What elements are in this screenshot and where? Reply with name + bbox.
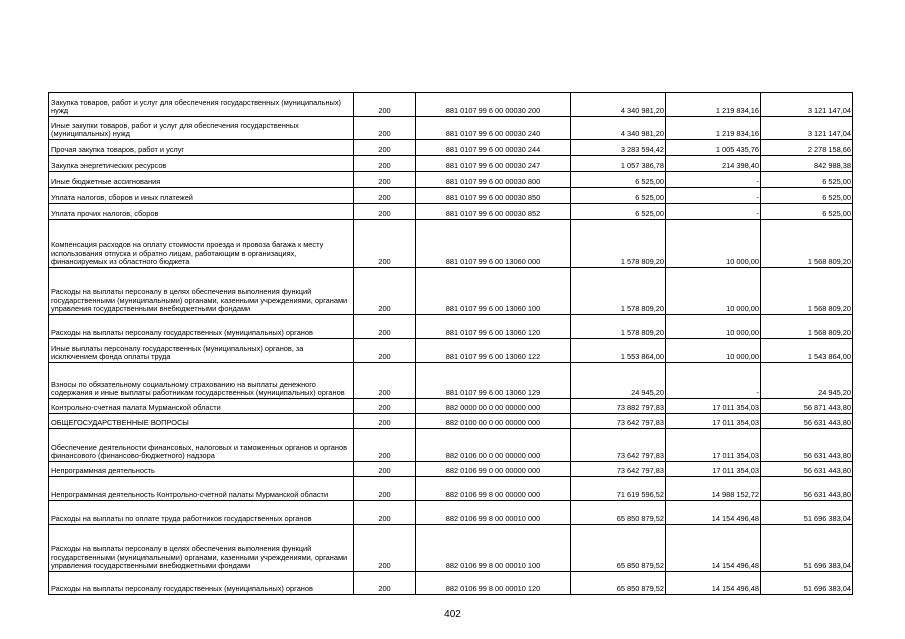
row-code-cell: 200 [354, 525, 416, 572]
row-classification-cell: 881 0107 99 6 00 00030 852 [416, 204, 571, 220]
row-name-cell: Уплата прочих налогов, сборов [49, 204, 354, 220]
row-name-cell: Прочая закупка товаров, работ и услуг [49, 140, 354, 156]
row-name-cell: Закупка энергетических ресурсов [49, 156, 354, 172]
row-remainder-amount-cell: 2 278 158,66 [761, 140, 853, 156]
row-executed-amount-cell: 14 154 496,48 [666, 525, 761, 572]
row-classification-cell: 882 0106 99 8 00 00010 000 [416, 501, 571, 525]
row-remainder-amount-cell: 842 988,38 [761, 156, 853, 172]
row-approved-amount-cell: 6 525,00 [571, 188, 666, 204]
row-remainder-amount-cell: 6 525,00 [761, 188, 853, 204]
row-code-cell: 200 [354, 429, 416, 462]
table-row [49, 572, 853, 595]
row-executed-amount-cell: 17 011 354,03 [666, 399, 761, 414]
row-approved-amount-cell: 6 525,00 [571, 204, 666, 220]
row-approved-amount-cell: 3 283 594,42 [571, 140, 666, 156]
row-executed-amount-cell: 214 398,40 [666, 156, 761, 172]
table-row [49, 414, 853, 429]
table-row [49, 156, 853, 172]
row-name-cell: Иные закупки товаров, работ и услуг для обеспечения государственных (муниципальных) нужд [49, 117, 354, 140]
row-executed-amount-cell: - [666, 172, 761, 188]
row-code-cell: 200 [354, 93, 416, 117]
page-number: 402 [444, 609, 461, 620]
row-code-cell: 200 [354, 363, 416, 399]
row-name-cell: Обеспечение деятельности финансовых, налоговых и таможенных органов и органов финансового (финансово-бюджетного) надзора [49, 429, 354, 462]
table-body [49, 93, 853, 595]
table-row [49, 363, 853, 399]
row-executed-amount-cell: 17 011 354,03 [666, 414, 761, 429]
row-remainder-amount-cell: 56 871 443,80 [761, 399, 853, 414]
row-approved-amount-cell: 65 850 879,52 [571, 525, 666, 572]
row-classification-cell: 881 0107 99 6 00 00030 200 [416, 93, 571, 117]
row-remainder-amount-cell: 1 568 809,20 [761, 220, 853, 268]
row-classification-cell: 881 0107 99 6 00 13060 100 [416, 268, 571, 315]
row-name-cell: Расходы на выплаты по оплате труда работников государственных органов [49, 501, 354, 525]
row-classification-cell: 881 0107 99 6 00 00030 850 [416, 188, 571, 204]
row-approved-amount-cell: 1 578 809,20 [571, 220, 666, 268]
table-row [49, 429, 853, 462]
row-classification-cell: 881 0107 99 6 00 00030 244 [416, 140, 571, 156]
row-name-cell: Расходы на выплаты персоналу государственных (муниципальных) органов [49, 315, 354, 339]
row-code-cell: 200 [354, 140, 416, 156]
row-approved-amount-cell: 1 578 809,20 [571, 315, 666, 339]
budget-execution-table [48, 92, 853, 595]
row-code-cell: 200 [354, 462, 416, 477]
row-code-cell: 200 [354, 268, 416, 315]
row-remainder-amount-cell: 56 631 443,80 [761, 429, 853, 462]
row-name-cell: Иные выплаты персоналу государственных (муниципальных) органов, за исключением фонда оплаты труда [49, 339, 354, 363]
row-executed-amount-cell: 10 000,00 [666, 268, 761, 315]
row-approved-amount-cell: 6 525,00 [571, 172, 666, 188]
row-approved-amount-cell: 4 340 981,20 [571, 117, 666, 140]
row-remainder-amount-cell: 1 568 809,20 [761, 315, 853, 339]
row-remainder-amount-cell: 1 568 809,20 [761, 268, 853, 315]
row-remainder-amount-cell: 56 631 443,80 [761, 477, 853, 501]
row-approved-amount-cell: 71 619 596,52 [571, 477, 666, 501]
table-row [49, 204, 853, 220]
row-executed-amount-cell: 14 988 152,72 [666, 477, 761, 501]
table-row [49, 501, 853, 525]
row-executed-amount-cell: 10 000,00 [666, 220, 761, 268]
row-classification-cell: 881 0107 99 6 00 00030 800 [416, 172, 571, 188]
row-classification-cell: 881 0107 99 6 00 13060 120 [416, 315, 571, 339]
row-code-cell: 200 [354, 188, 416, 204]
table-row [49, 462, 853, 477]
row-approved-amount-cell: 4 340 981,20 [571, 93, 666, 117]
row-classification-cell: 882 0106 00 0 00 00000 000 [416, 429, 571, 462]
row-classification-cell: 881 0107 99 6 00 00030 247 [416, 156, 571, 172]
row-remainder-amount-cell: 24 945,20 [761, 363, 853, 399]
row-name-cell: Уплата налогов, сборов и иных платежей [49, 188, 354, 204]
row-approved-amount-cell: 73 882 797,83 [571, 399, 666, 414]
table-row [49, 140, 853, 156]
row-remainder-amount-cell: 56 631 443,80 [761, 414, 853, 429]
row-code-cell: 200 [354, 204, 416, 220]
row-remainder-amount-cell: 3 121 147,04 [761, 117, 853, 140]
row-remainder-amount-cell: 51 696 383,04 [761, 525, 853, 572]
row-name-cell: Расходы на выплаты персоналу государственных (муниципальных) органов [49, 572, 354, 595]
row-classification-cell: 881 0107 99 6 00 00030 240 [416, 117, 571, 140]
row-remainder-amount-cell: 3 121 147,04 [761, 93, 853, 117]
row-name-cell: Расходы на выплаты персоналу в целях обеспечения выполнения функций государственными (муниципальными) органами, казенными учреждениями, органами управления государственными внебюджетными фондами [49, 268, 354, 315]
row-code-cell: 200 [354, 414, 416, 429]
row-code-cell: 200 [354, 172, 416, 188]
row-remainder-amount-cell: 56 631 443,80 [761, 462, 853, 477]
table-row [49, 93, 853, 117]
row-executed-amount-cell: - [666, 363, 761, 399]
row-code-cell: 200 [354, 399, 416, 414]
row-name-cell: Расходы на выплаты персоналу в целях обеспечения выполнения функций государственными (муниципальными) органами, казенными учреждениями, органами управления государственными внебюджетными фондами [49, 525, 354, 572]
row-code-cell: 200 [354, 339, 416, 363]
row-code-cell: 200 [354, 501, 416, 525]
table-row [49, 117, 853, 140]
row-code-cell: 200 [354, 156, 416, 172]
row-classification-cell: 882 0106 99 8 00 00000 000 [416, 477, 571, 501]
row-approved-amount-cell: 24 945,20 [571, 363, 666, 399]
row-classification-cell: 882 0106 99 0 00 00000 000 [416, 462, 571, 477]
row-code-cell: 200 [354, 117, 416, 140]
row-approved-amount-cell: 1 057 386,78 [571, 156, 666, 172]
row-executed-amount-cell: 17 011 354,03 [666, 429, 761, 462]
table-row [49, 220, 853, 268]
row-approved-amount-cell: 73 642 797,83 [571, 462, 666, 477]
row-classification-cell: 882 0106 99 8 00 00010 100 [416, 525, 571, 572]
row-classification-cell: 881 0107 99 6 00 13060 122 [416, 339, 571, 363]
row-executed-amount-cell: 1 005 435,76 [666, 140, 761, 156]
row-code-cell: 200 [354, 477, 416, 501]
row-remainder-amount-cell: 51 696 383,04 [761, 572, 853, 595]
row-executed-amount-cell: 14 154 496,48 [666, 572, 761, 595]
row-code-cell: 200 [354, 315, 416, 339]
row-classification-cell: 882 0100 00 0 00 00000 000 [416, 414, 571, 429]
row-code-cell: 200 [354, 220, 416, 268]
row-executed-amount-cell: 10 000,00 [666, 339, 761, 363]
row-approved-amount-cell: 65 850 879,52 [571, 572, 666, 595]
row-approved-amount-cell: 1 578 809,20 [571, 268, 666, 315]
table-row [49, 188, 853, 204]
table-row [49, 525, 853, 572]
row-executed-amount-cell: 10 000,00 [666, 315, 761, 339]
row-name-cell: Закупка товаров, работ и услуг для обеспечения государственных (муниципальных) нужд [49, 93, 354, 117]
row-classification-cell: 881 0107 99 6 00 13060 129 [416, 363, 571, 399]
row-name-cell: ОБЩЕГОСУДАРСТВЕННЫЕ ВОПРОСЫ [49, 414, 354, 429]
row-classification-cell: 881 0107 99 6 00 13060 000 [416, 220, 571, 268]
table-row [49, 315, 853, 339]
row-executed-amount-cell: 1 219 834,16 [666, 117, 761, 140]
row-executed-amount-cell: - [666, 188, 761, 204]
row-approved-amount-cell: 1 553 864,00 [571, 339, 666, 363]
row-executed-amount-cell: 17 011 354,03 [666, 462, 761, 477]
table-row [49, 339, 853, 363]
row-approved-amount-cell: 73 642 797,83 [571, 429, 666, 462]
row-classification-cell: 882 0106 99 8 00 00010 120 [416, 572, 571, 595]
row-name-cell: Непрограммная деятельность [49, 462, 354, 477]
row-name-cell: Иные бюджетные ассигнования [49, 172, 354, 188]
table-row [49, 268, 853, 315]
row-executed-amount-cell: - [666, 204, 761, 220]
row-executed-amount-cell: 14 154 496,48 [666, 501, 761, 525]
row-name-cell: Непрограммная деятельность Контрольно-счетной палаты Мурманской области [49, 477, 354, 501]
row-executed-amount-cell: 1 219 834,16 [666, 93, 761, 117]
table-row [49, 399, 853, 414]
row-name-cell: Контрольно-счетная палата Мурманской области [49, 399, 354, 414]
row-remainder-amount-cell: 51 696 383,04 [761, 501, 853, 525]
row-remainder-amount-cell: 1 543 864,00 [761, 339, 853, 363]
row-name-cell: Взносы по обязательному социальному страхованию на выплаты денежного содержания и иные выплаты работникам государственных (муниципальных) органов [49, 363, 354, 399]
row-name-cell: Компенсация расходов на оплату стоимости проезда и провоза багажа к месту использования отпуска и обратно лицам, работающим в организациях, финансируемых из областного бюджета [49, 220, 354, 268]
row-classification-cell: 882 0000 00 0 00 00000 000 [416, 399, 571, 414]
row-code-cell: 200 [354, 572, 416, 595]
table-row [49, 172, 853, 188]
row-approved-amount-cell: 73 642 797,83 [571, 414, 666, 429]
row-remainder-amount-cell: 6 525,00 [761, 204, 853, 220]
row-approved-amount-cell: 65 850 879,52 [571, 501, 666, 525]
row-remainder-amount-cell: 6 525,00 [761, 172, 853, 188]
table-row [49, 477, 853, 501]
